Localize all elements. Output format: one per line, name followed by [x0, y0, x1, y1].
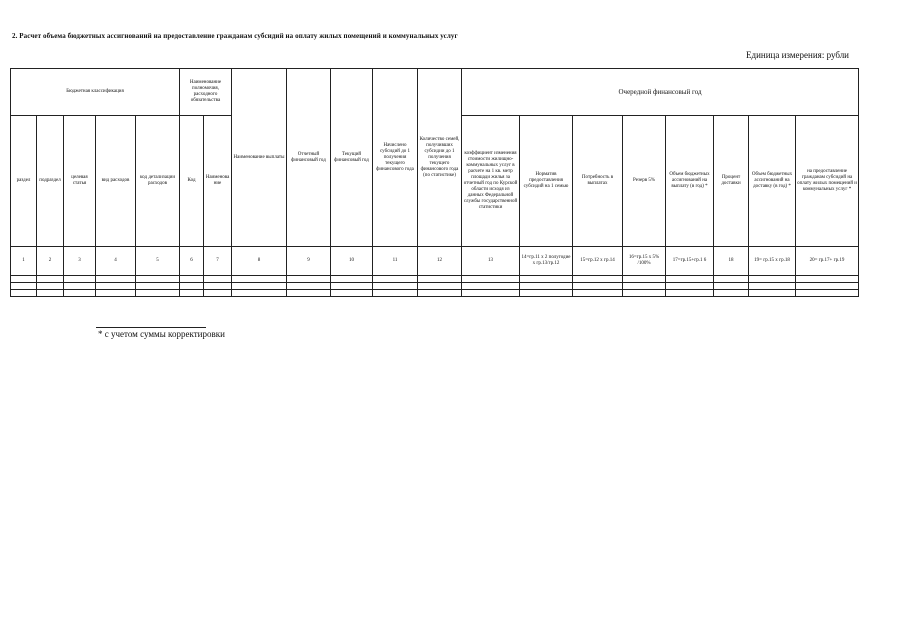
column-number: 9 — [287, 247, 331, 276]
column-number: 7 — [204, 247, 232, 276]
budget-table — [10, 68, 859, 297]
header-section: раздел — [11, 116, 37, 247]
column-number: 13 — [462, 247, 520, 276]
header-allocation-delivery: Объем бюджетных ассигнований на доставку (в год) * — [749, 116, 796, 247]
column-number: 2 — [37, 247, 64, 276]
column-number: 11 — [373, 247, 418, 276]
column-number: 3 — [64, 247, 96, 276]
column-numbers-row — [11, 247, 859, 276]
header-accrued-subsidies: Начислено субсидий до 1 получения текущего финансового года — [373, 69, 418, 247]
header-expense-detail-code: код детализации расходов — [136, 116, 180, 247]
header-families-count: Количество семей, получивших субсидии до 1 получения текущего финансового года (по статистике) — [418, 69, 462, 247]
header-need: Потребность в выплатах — [573, 116, 623, 247]
table-row — [11, 290, 859, 297]
unit-label: Единица измерения: рубли — [746, 50, 849, 60]
header-delivery-percent: Процент доставки — [714, 116, 749, 247]
column-number: 1 — [11, 247, 37, 276]
table-row — [11, 276, 859, 283]
column-number: 14=гр.11 х 2 полугодие х гр.13/гр.12 — [520, 247, 573, 276]
header-budget-classification: Бюджетная классификация — [11, 69, 180, 116]
header-coefficient: коэффициент изменения стоимости жилищно-коммунальных услуг в расчете на 1 кв. метр площади жилья за отчетный год по Курской области исходя из данных Федеральной службы государственной статистики — [462, 116, 520, 247]
table-row — [11, 283, 859, 290]
header-obligation-name: Наименование полномочия, расходного обязательства — [180, 69, 232, 116]
header-reserve: Резерв 5% — [623, 116, 666, 247]
column-number: 8 — [232, 247, 287, 276]
column-number: 5 — [136, 247, 180, 276]
header-total-subsidies: на предоставление гражданам субсидий на оплату жилых помещений и коммунальных услуг * — [796, 116, 859, 247]
page-title: 2. Расчет объема бюджетных ассигнований на предоставление гражданам субсидий на оплату жилых помещений и коммунальных услуг — [12, 32, 458, 40]
column-number: 4 — [96, 247, 136, 276]
column-number: 16=гр.15 х 5% /100% — [623, 247, 666, 276]
header-name: Наименование — [204, 116, 232, 247]
footnote-divider — [96, 327, 206, 328]
header-target-article: целевая статья — [64, 116, 96, 247]
footnote: * с учетом суммы корректировки — [98, 329, 225, 339]
header-allocation-payment: Объем бюджетных ассигнований на выплату (в год) * — [666, 116, 714, 247]
column-number: 6 — [180, 247, 204, 276]
column-number: 17=гр.15+гр.1 6 — [666, 247, 714, 276]
header-reporting-year: Отчетный финансовый год — [287, 69, 331, 247]
header-next-fiscal-year: Очередной финансовый год — [462, 69, 859, 116]
column-number: 15=гр.12 х гр.14 — [573, 247, 623, 276]
column-number: 18 — [714, 247, 749, 276]
header-current-year: Текущий финансовый год — [331, 69, 373, 247]
column-number: 10 — [331, 247, 373, 276]
header-norm: Норматив предоставления субсидий на 1 семью — [520, 116, 573, 247]
column-number: 20= гр.17+ гр.19 — [796, 247, 859, 276]
column-number: 19= гр.15 х гр.18 — [749, 247, 796, 276]
header-expense-type: вид расходов — [96, 116, 136, 247]
header-subsection: подраздел — [37, 116, 64, 247]
header-code: Код — [180, 116, 204, 247]
column-number: 12 — [418, 247, 462, 276]
header-payment-name: Наименование выплаты — [232, 69, 287, 247]
